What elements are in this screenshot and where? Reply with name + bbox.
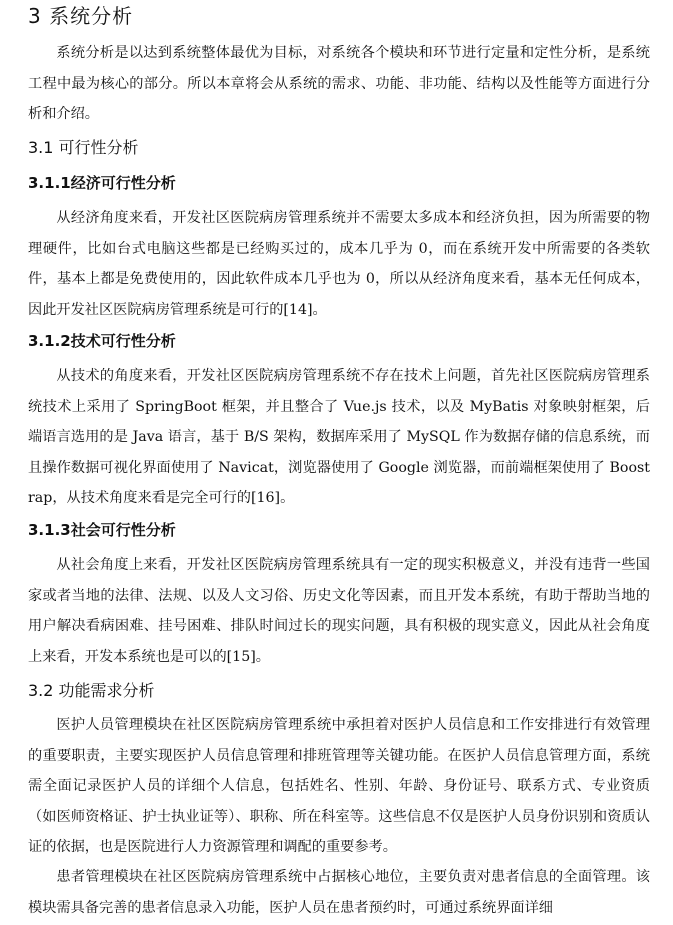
paragraph-staff-management: 医护人员管理模块在社区医院病房管理系统中承担着对医护人员信息和工作安排进行有效管理的重要职责，主要实现医护人员信息管理和排班管理等关键功能。在医护人员信息管理方面，系统需全面记录医护人员的详细个人信息，包括姓名、性别、年龄、身份证号、联系方式、专业资质（如医师资格证、护士执业证等）、职称、所在科室等。这些信息不仅是医护人员身份识别和资质认证的依据，也是医院进行人力资源管理和调配的重要参考。	[28, 717, 650, 856]
paragraph-economic: 从经济角度来看，开发社区医院病房管理系统并不需要太多成本和经济负担，因为所需要的物理硬件，比如台式电脑这些都是已经购买过的，成本几乎为 0，而在系统开发中所需要的各类软件，基本上都是免费使用的，因此软件成本几乎也为 0，所以从经济角度来看，基本无任何成本，因此开发社区医院病房管理系统是可行的[14]。	[28, 210, 650, 318]
section-heading-3-1: 3.1 可行性分析	[28, 138, 139, 157]
paragraph-patient-management: 患者管理模块在社区医院病房管理系统中占据核心地位，主要负责对患者信息的全面管理。该模块需具备完善的患者信息录入功能，医护人员在患者预约时，可通过系统界面详细	[28, 869, 650, 916]
paragraph-technical: 从技术的角度来看，开发社区医院病房管理系统不存在技术上问题，首先社区医院病房管理系统技术上采用了 SpringBoot 框架，并且整合了 Vue.js 技术，以及 MyBatis 对象映射框架，后端语言选用的是 Java 语言，基于 B/S 架构，数据库采用了 MySQL 作为数据存储的信息系统，而且操作数据可视化界面使用了 Navicat，浏览器使用了 Google 浏览器，而前端框架使用了 Boostrap，从技术角度来看是完全可行的[16]。	[28, 368, 650, 507]
intro-paragraph: 系统分析是以达到系统整体最优为目标，对系统各个模块和环节进行定量和定性分析，是系统工程中最为核心的部分。所以本章将会从系统的需求、功能、非功能、结构以及性能等方面进行分析和介绍。	[28, 45, 650, 123]
section-heading-3-1-1: 3.1.1经济可行性分析	[28, 174, 176, 192]
section-heading-3-2: 3.2 功能需求分析	[28, 681, 155, 700]
section-heading-3-1-2: 3.1.2技术可行性分析	[28, 332, 176, 350]
section-heading-3-1-3: 3.1.3社会可行性分析	[28, 521, 176, 539]
chapter-title: 3 系统分析	[28, 4, 134, 28]
paragraph-social: 从社会角度上来看，开发社区医院病房管理系统具有一定的现实积极意义，并没有违背一些国家或者当地的法律、法规、以及人文习俗、历史文化等因素，而且开发本系统，有助于帮助当地的用户解决看病困难、挂号困难、排队时间过长的现实问题，具有积极的现实意义，因此从社会角度上来看，开发本系统也是可以的[15]。	[28, 557, 650, 665]
